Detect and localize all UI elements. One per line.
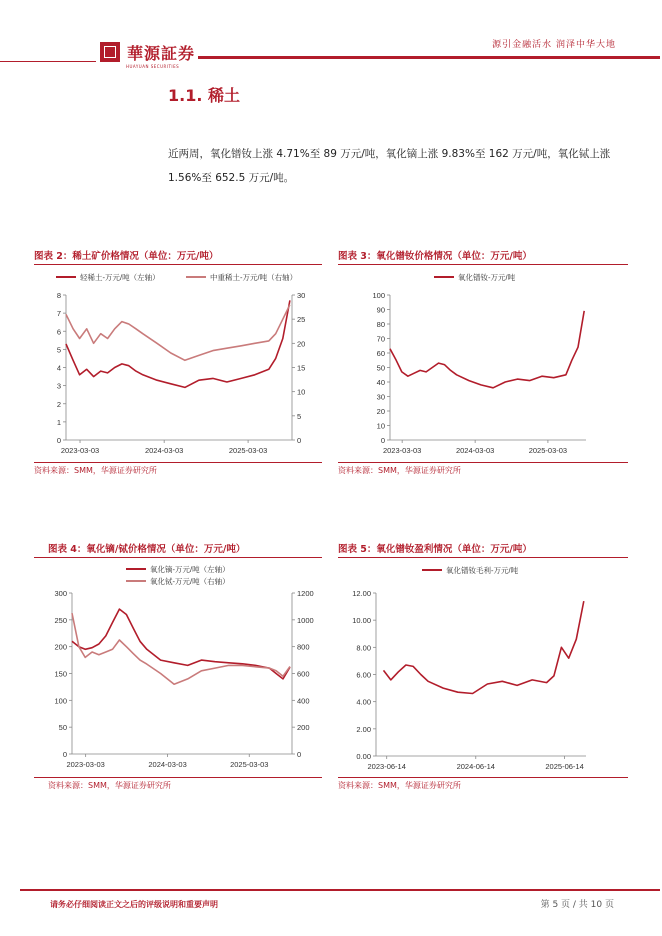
x-tick-label: 2024-03-03 (455, 446, 495, 455)
footer-rule (20, 889, 660, 891)
x-tick-label: 2023-03-03 (382, 446, 422, 455)
y-tick-label-right: 800 (297, 642, 310, 652)
x-tick-label: 2024-06-14 (456, 762, 495, 771)
y-tick-label: 8.00 (356, 643, 371, 653)
y-tick-label: 12.00 (352, 589, 371, 598)
y-tick-label-right: 1000 (297, 615, 314, 625)
y-tick-label-right: 15 (297, 363, 306, 373)
x-tick-label: 2024-03-03 (148, 760, 187, 769)
x-tick-label: 2025-03-03 (230, 760, 269, 769)
y-tick-label-right: 10 (297, 387, 306, 397)
x-tick-label: 2023-06-14 (367, 762, 406, 771)
legend-label: 中重稀土-万元/吨（右轴） (210, 273, 298, 282)
y-tick-label: 90 (376, 305, 385, 315)
y-tick-label: 70 (376, 334, 385, 344)
y-tick-label: 4 (56, 363, 61, 373)
y-tick-label-right: 1200 (297, 589, 314, 598)
series-line (384, 601, 584, 693)
y-tick-label-right: 400 (297, 696, 310, 706)
figure-2-rule (34, 264, 322, 265)
figure-5-title: 图表 5：氧化镨钕盈利情况（单位：万元/吨） (338, 544, 532, 555)
y-tick-label-right: 5 (297, 411, 302, 421)
y-tick-label: 300 (54, 589, 67, 598)
y-tick-label: 8 (56, 291, 61, 300)
y-tick-label: 100 (372, 291, 385, 300)
x-tick-label: 2025-03-03 (228, 446, 268, 455)
y-tick-label: 50 (376, 363, 385, 373)
figure-3-rule (338, 264, 628, 265)
y-tick-label-right: 25 (297, 315, 306, 325)
y-tick-label: 100 (54, 696, 67, 706)
y-tick-label: 4.00 (356, 697, 371, 707)
legend-label: 氧化铽-万元/吨（右轴） (150, 577, 230, 586)
company-logo-icon (100, 42, 120, 62)
x-tick-label: 2025-06-14 (545, 762, 584, 771)
y-tick-label: 40 (376, 378, 385, 387)
series-line (72, 609, 290, 679)
y-tick-label: 0 (380, 436, 385, 445)
figure-3-source-rule (338, 462, 628, 463)
y-tick-label-right: 20 (297, 339, 306, 349)
section-title: 1.1. 稀土 (168, 86, 240, 105)
figure-3-source: 资料来源：SMM，华源证券研究所 (338, 466, 461, 475)
y-tick-label-right: 200 (297, 723, 310, 733)
series-line (390, 311, 584, 388)
figure-4-source: 资料来源：SMM，华源证券研究所 (48, 781, 171, 790)
y-tick-label: 50 (58, 723, 67, 733)
figure-5-source-rule (338, 777, 628, 778)
company-name: 華源証券 (127, 44, 196, 63)
y-tick-label: 30 (376, 392, 385, 402)
footer-notice: 请务必仔细阅读正文之后的评级说明和重要声明 (50, 900, 218, 909)
legend-label: 氧化镨钕毛利-万元/吨 (446, 566, 519, 575)
legend-label: 氧化镨钕-万元/吨 (458, 273, 516, 282)
x-tick-label: 2023-03-03 (60, 446, 100, 455)
company-en-name: HUAYUAN SECURITIES (126, 64, 180, 69)
figure-4-rule (34, 557, 322, 558)
y-tick-label-right: 30 (297, 291, 306, 300)
figure-3-chart (338, 267, 628, 462)
y-tick-label: 7 (56, 309, 61, 319)
body-paragraph: 近两周，氧化镨钕上涨 4.71%至 89 万元/吨，氧化镝上涨 9.83%至 162 万元/吨，氧化铽上涨 1.56%至 652.5 万元/吨。 (168, 148, 611, 184)
y-tick-label-right: 0 (297, 750, 302, 759)
figure-4-title: 图表 4：氧化镝/铽价格情况（单位：万元/吨） (48, 544, 246, 555)
series-line (66, 305, 290, 361)
figure-5-chart (338, 560, 628, 777)
page-number: 第 5 页 / 共 10 页 (540, 900, 614, 910)
figure-2-chart (34, 267, 322, 462)
y-tick-label: 200 (54, 642, 67, 652)
y-tick-label: 0 (56, 436, 61, 445)
header-rule (198, 56, 660, 59)
y-tick-label: 5 (56, 345, 61, 355)
figure-2-title: 图表 2：稀土矿价格情况（单位：万元/吨） (34, 251, 219, 262)
y-tick-label-right: 600 (297, 669, 310, 679)
y-tick-label: 0 (62, 750, 67, 759)
figure-4-chart (34, 560, 322, 777)
legend-label: 轻稀土-万元/吨（左轴） (80, 273, 160, 282)
y-tick-label: 6 (56, 327, 61, 337)
x-tick-label: 2023-03-03 (66, 760, 105, 769)
series-line (66, 300, 290, 387)
y-tick-label: 1 (56, 417, 61, 427)
figure-3-title: 图表 3：氧化镨钕价格情况（单位：万元/吨） (338, 251, 532, 262)
y-tick-label: 250 (54, 615, 67, 625)
y-tick-label: 3 (56, 381, 61, 391)
y-tick-label: 10.00 (352, 616, 371, 626)
y-tick-label-right: 0 (297, 436, 302, 445)
y-tick-label: 150 (54, 669, 67, 679)
y-tick-label: 2.00 (356, 724, 371, 734)
y-tick-label: 6.00 (356, 670, 371, 680)
figure-2-source-rule (34, 462, 322, 463)
x-tick-label: 2024-03-03 (144, 446, 184, 455)
figure-4-source-rule (34, 777, 322, 778)
y-tick-label: 20 (376, 407, 385, 416)
header-slogan: 源引金融活水 润泽中华大地 (492, 40, 616, 50)
y-tick-label: 60 (376, 349, 385, 358)
header-rule-left (0, 61, 96, 62)
y-tick-label: 80 (376, 320, 385, 329)
y-tick-label: 0.00 (356, 752, 371, 761)
figure-5-source: 资料来源：SMM，华源证券研究所 (338, 781, 461, 790)
legend-label: 氧化镝-万元/吨（左轴） (150, 565, 230, 574)
y-tick-label: 10 (376, 421, 385, 431)
figure-2-source: 资料来源：SMM，华源证券研究所 (34, 466, 157, 475)
x-tick-label: 2025-03-03 (528, 446, 568, 455)
y-tick-label: 2 (56, 399, 61, 409)
figure-5-rule (338, 557, 628, 558)
series-line (72, 613, 290, 684)
